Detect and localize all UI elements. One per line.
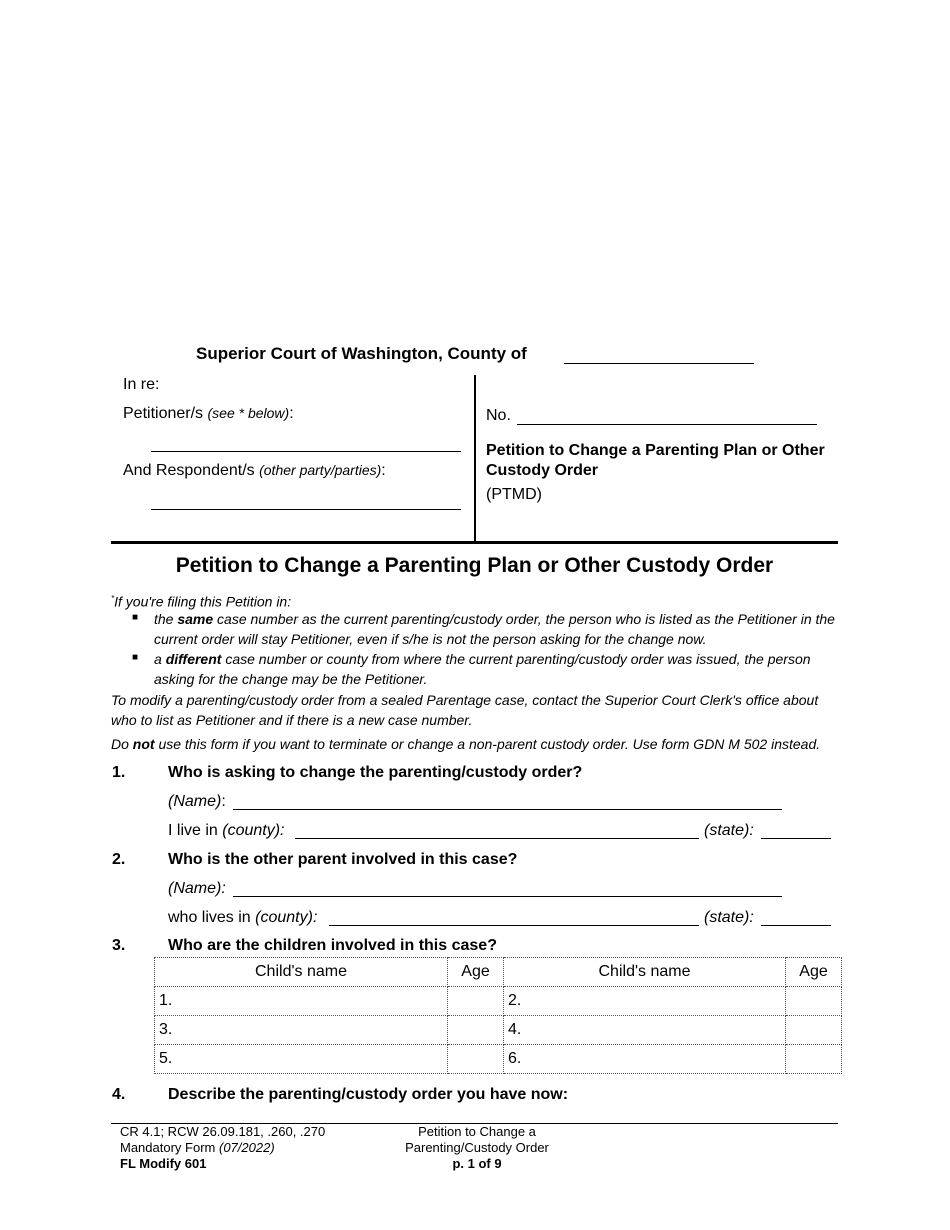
note-bullet-2: a different case number or county from where the current parenting/custody order was issued, the person asking for the change may be the Petitioner. bbox=[154, 651, 811, 687]
child-name-cell[interactable]: 2. bbox=[504, 987, 786, 1016]
q4-text: Describe the parenting/custody order you have now: bbox=[168, 1086, 569, 1103]
respondent-label-text: And Respondent/s bbox=[123, 462, 255, 479]
page-title: Petition to Change a Parenting Plan or Other Custody Order bbox=[175, 554, 774, 577]
q1-state-field[interactable] bbox=[761, 838, 831, 839]
q2-number: 2. bbox=[112, 851, 126, 868]
note-sealed: To modify a parenting/custody order from a sealed Parentage case, contact the Superior Court Clerk's office about who to list as Petitioner and if there is a new case number. bbox=[111, 692, 819, 728]
petitioner-label: Petitioner/s (see * below): bbox=[123, 405, 294, 422]
child-name-cell[interactable]: 4. bbox=[504, 1016, 786, 1045]
footer-page: p. 1 of 9 bbox=[452, 1156, 502, 1171]
q2-text: Who is the other parent involved in this case? bbox=[168, 851, 518, 868]
caption-doc-code: (PTMD) bbox=[486, 486, 542, 503]
caption-divider bbox=[474, 375, 476, 542]
footer-form-id: FL Modify 601 bbox=[120, 1156, 207, 1171]
q3-text: Who are the children involved in this case? bbox=[168, 937, 497, 954]
child-age-cell[interactable] bbox=[448, 987, 504, 1016]
caption-doc-title: Petition to Change a Parenting Plan or Other Custody Order bbox=[486, 442, 825, 479]
respondent-field[interactable] bbox=[151, 509, 461, 510]
note-do-not-bold: not bbox=[132, 736, 155, 752]
col-age: Age bbox=[448, 958, 504, 987]
note-bullet-2-bold: different bbox=[165, 651, 222, 667]
q2-state-label: (state): bbox=[704, 909, 754, 926]
respondent-note: (other party/parties) bbox=[259, 462, 382, 478]
q1-state-label: (state): bbox=[704, 822, 754, 839]
caption-bottom-rule bbox=[111, 541, 838, 544]
q2-name-field[interactable] bbox=[233, 896, 782, 897]
note-bullet-1: the same case number as the current parenting/custody order, the person who is listed as the Petitioner in the current order will stay Petitioner, even if s/he is not the person asking for the change now. bbox=[154, 611, 835, 647]
note-intro-text: If you're filing this Petition in: bbox=[114, 593, 292, 610]
col-age: Age bbox=[786, 958, 842, 987]
child-age-cell[interactable] bbox=[448, 1016, 504, 1045]
footer-center-1: Petition to Change a bbox=[418, 1124, 536, 1139]
bullet-icon: ■ bbox=[132, 612, 139, 623]
q1-county-label: (county): bbox=[222, 822, 285, 839]
note-bullet-1-bold: same bbox=[177, 611, 214, 627]
table-row bbox=[155, 1045, 842, 1074]
petitioner-label-text: Petitioner/s bbox=[123, 405, 204, 422]
child-name-cell[interactable]: 1. bbox=[155, 987, 448, 1016]
child-age-cell[interactable] bbox=[786, 1016, 842, 1045]
q2-county-field[interactable] bbox=[329, 925, 699, 926]
q1-county-field[interactable] bbox=[295, 838, 699, 839]
note-intro: *If you're filing this Petition in: bbox=[111, 593, 292, 610]
petitioner-note: (see * below) bbox=[207, 405, 290, 421]
child-age-cell[interactable] bbox=[786, 1045, 842, 1074]
q2-state-field[interactable] bbox=[761, 925, 831, 926]
q1-number: 1. bbox=[112, 764, 126, 781]
q1-name-label: (Name): bbox=[168, 793, 226, 810]
col-child-name: Child's name bbox=[155, 958, 448, 987]
child-name-cell[interactable]: 3. bbox=[155, 1016, 448, 1045]
petitioner-field[interactable] bbox=[151, 451, 461, 452]
table-header-row bbox=[155, 958, 842, 987]
footer-center-2: Parenting/Custody Order bbox=[405, 1140, 549, 1155]
in-re-label: In re: bbox=[123, 376, 160, 393]
case-number-field[interactable] bbox=[517, 424, 817, 425]
footer-mandatory: Mandatory Form (07/2022) bbox=[120, 1140, 275, 1155]
children-table bbox=[154, 957, 842, 1074]
court-heading: Superior Court of Washington, County of bbox=[196, 344, 527, 363]
respondent-label: And Respondent/s (other party/parties): bbox=[123, 462, 386, 479]
case-number-label: No. bbox=[486, 407, 511, 424]
q1-text: Who is asking to change the parenting/custody order? bbox=[168, 764, 583, 781]
bullet-icon: ■ bbox=[132, 652, 139, 663]
child-age-cell[interactable] bbox=[786, 987, 842, 1016]
footer-date: (07/2022) bbox=[219, 1140, 275, 1155]
child-name-cell[interactable]: 6. bbox=[504, 1045, 786, 1074]
table-row bbox=[155, 987, 842, 1016]
county-field[interactable] bbox=[564, 363, 754, 364]
footer-cite: CR 4.1; RCW 26.09.181, .260, .270 bbox=[120, 1124, 326, 1139]
q2-name-label: (Name): bbox=[168, 880, 226, 897]
q1-name-field[interactable] bbox=[233, 809, 782, 810]
q4-number: 4. bbox=[112, 1086, 126, 1103]
note-do-not: Do not use this form if you want to terminate or change a non-parent custody order. Use form GDN M 502 instead. bbox=[111, 736, 821, 752]
q1-live-label: I live in (county): bbox=[168, 822, 285, 839]
table-row bbox=[155, 1016, 842, 1045]
col-child-name: Child's name bbox=[504, 958, 786, 987]
q2-county-label: (county): bbox=[255, 909, 318, 926]
q2-live-label: who lives in (county): bbox=[168, 909, 318, 926]
q3-number: 3. bbox=[112, 937, 126, 954]
child-name-cell[interactable]: 5. bbox=[155, 1045, 448, 1074]
child-age-cell[interactable] bbox=[448, 1045, 504, 1074]
